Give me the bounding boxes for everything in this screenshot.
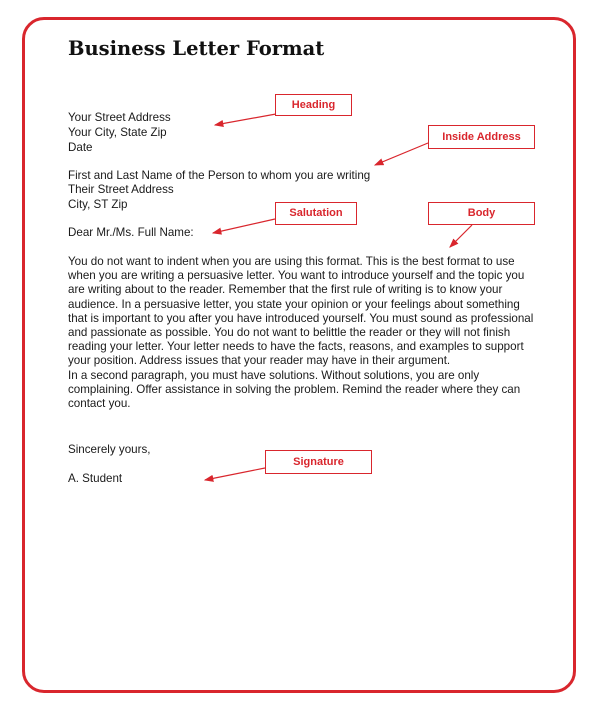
salutation: Dear Mr./Ms. Full Name: bbox=[68, 226, 194, 239]
label-signature: Signature bbox=[265, 450, 372, 474]
label-salutation: Salutation bbox=[275, 202, 357, 225]
body-paragraph-2: In a second paragraph, you must have solutions. Without solutions, you are only complaining. Offer assistance in solving the problem. Remind the reader where they can contact you. bbox=[68, 368, 521, 411]
label-inside-address: Inside Address bbox=[428, 125, 535, 149]
label-heading: Heading bbox=[275, 94, 352, 116]
page-title: Business Letter Format bbox=[68, 37, 325, 60]
signature: A. Student bbox=[68, 472, 123, 485]
arrow-body bbox=[450, 225, 472, 247]
label-body: Body bbox=[428, 202, 535, 225]
body-paragraph-1: You do not want to indent when you are using this format. This is the best format to use when you are writing a persuasive letter. You want to introduce yourself and the topic you are writing about to the reader. Remember that the first rule of writing is to know your audience. In a persuasive letter, you state your opinion or your feelings about something that is important to you after you have introduced yourself. You must sound as professional and passionate as possible. You do not want to belittle the reader or they will not finish reading your letter. Your letter needs to have the facts, reasons, and examples to support your position. Address issues that your reader may have in their argument. bbox=[68, 255, 534, 368]
inside-address-name: First and Last Name of the Person to whom you are writing bbox=[68, 169, 371, 182]
arrow-inside-address bbox=[375, 143, 428, 165]
arrow-heading bbox=[215, 114, 276, 125]
heading-city: Your City, State Zip bbox=[68, 126, 167, 139]
closing: Sincerely yours, bbox=[68, 443, 151, 456]
inside-address-city: City, ST Zip bbox=[68, 198, 128, 211]
heading-date: Date bbox=[68, 141, 93, 154]
inside-address-street: Their Street Address bbox=[68, 183, 174, 196]
heading-street: Your Street Address bbox=[68, 111, 171, 124]
arrow-signature bbox=[205, 468, 265, 480]
arrow-salutation bbox=[213, 219, 275, 233]
